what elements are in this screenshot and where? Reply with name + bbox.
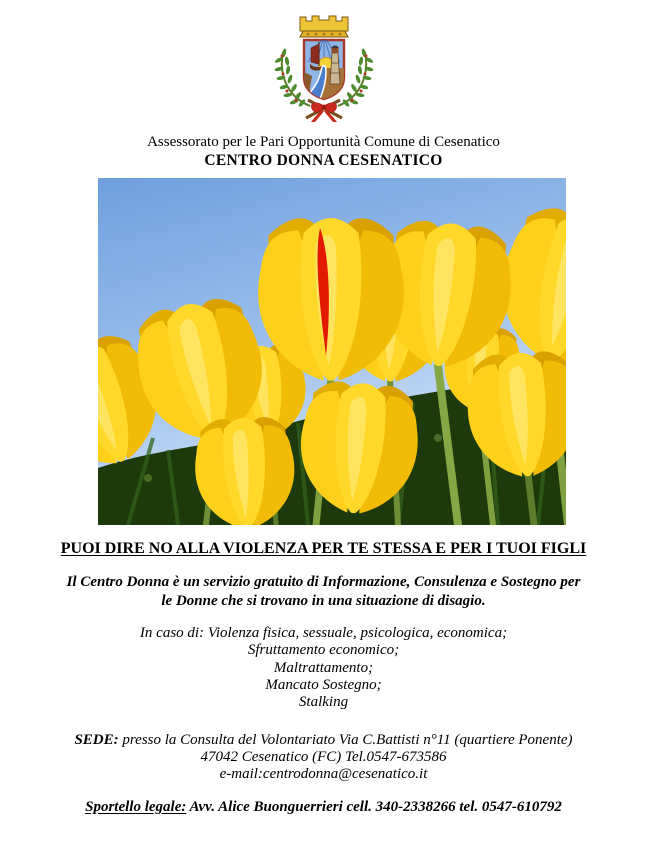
- crown-icon: [300, 16, 348, 37]
- intro-line2: le Donne che si trovano in una situazione di disagio.: [161, 592, 486, 609]
- sede-line2: 47042 Cesenatico (FC) Tel.0547-673586: [200, 749, 447, 766]
- lighthouse-icon: [330, 46, 340, 85]
- cases-line: Maltrattamento;: [273, 659, 374, 676]
- legal-text: Avv. Alice Buonguerrieri cell. 340-2338266 tel. 0547-610792: [186, 799, 562, 815]
- shield-icon: [304, 36, 344, 99]
- header-line1: Assessorato per le Pari Opportunità Comune di Cesenatico: [147, 134, 500, 150]
- sede-block: [0, 732, 647, 784]
- legal-label: Sportello legale:: [85, 799, 187, 815]
- cases-list: [0, 625, 647, 711]
- cases-line: In caso di: Violenza fisica, sessuale, psicologica, economica;: [139, 625, 508, 641]
- sede-line1: [0, 732, 647, 749]
- sede-email: e-mail:centrodonna@cesenatico.it: [219, 766, 428, 783]
- sede-label: SEDE:: [74, 732, 119, 748]
- intro-paragraph: [0, 573, 647, 610]
- headline-text: PUOI DIRE NO ALLA VIOLENZA PER TE STESSA E PER I TUOI FIGLI: [60, 540, 587, 557]
- header-line2: CENTRO DONNA CESENATICO: [204, 152, 443, 169]
- intro-line1: Il Centro Donna è un servizio gratuito di Informazione, Consulenza e Sostegno per: [66, 574, 581, 590]
- legal-line: [0, 799, 647, 816]
- headline: [0, 540, 647, 558]
- cases-line: Sfruttamento economico;: [247, 642, 400, 659]
- cases-line: Stalking: [298, 694, 349, 711]
- sede-address: presso la Consulta del Volontariato Via C.Battisti n°11 (quartiere Ponente): [118, 732, 573, 748]
- cases-line: Mancato Sostegno;: [265, 676, 382, 693]
- tulips-photo: [98, 178, 566, 525]
- cesenatico-coat-of-arms: [270, 6, 378, 124]
